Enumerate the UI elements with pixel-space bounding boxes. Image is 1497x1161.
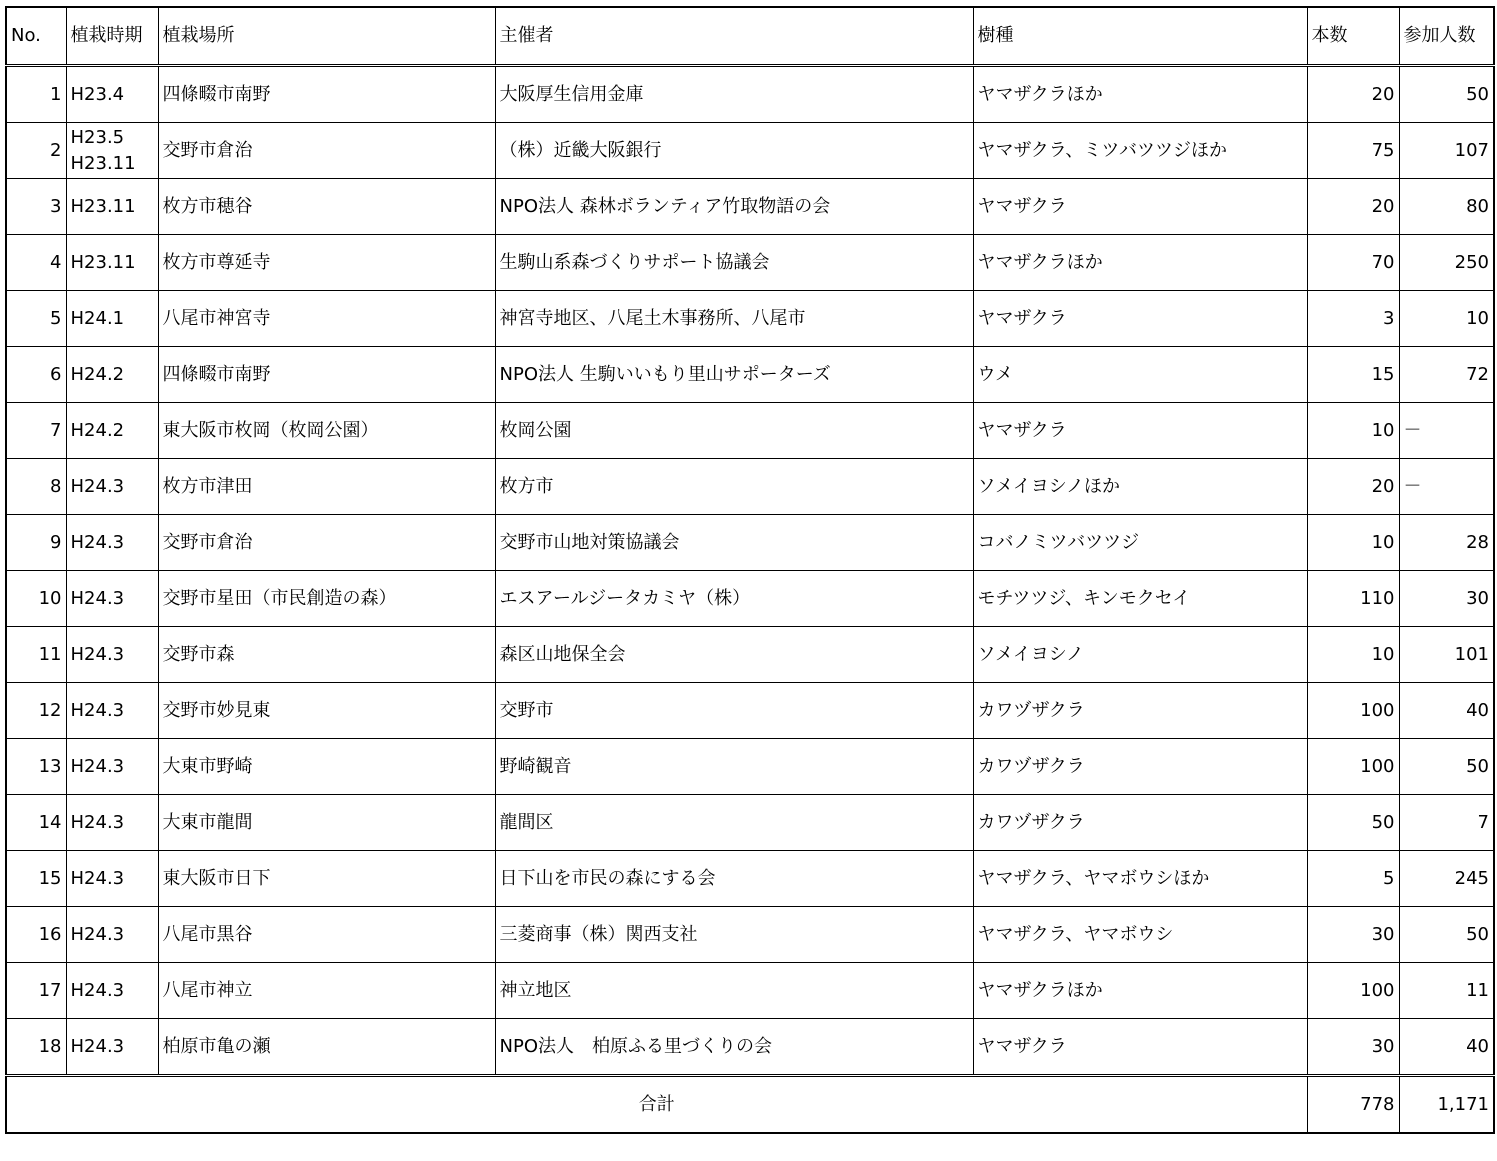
cell-period <box>66 907 158 963</box>
table-row <box>6 739 1494 795</box>
cell-participants: 101 <box>1399 627 1494 683</box>
cell-species: ヤマザクラ <box>973 179 1307 235</box>
table-row <box>6 963 1494 1019</box>
cell-place: 柏原市亀の瀬 <box>158 1019 495 1076</box>
period-line: H24.3 <box>70 867 125 889</box>
cell-participants: 50 <box>1399 739 1494 795</box>
table-row <box>6 179 1494 235</box>
cell-period <box>66 123 158 179</box>
cell-organizer: NPO法人 生駒いいもり里山サポーターズ <box>495 347 973 403</box>
cell-species: ヤマザクラ <box>973 1019 1307 1076</box>
cell-place: 枚方市津田 <box>158 459 495 515</box>
cell-place: 大東市龍間 <box>158 795 495 851</box>
cell-period <box>66 235 158 291</box>
cell-species: コバノミツバツツジ <box>973 515 1307 571</box>
cell-species: カワヅザクラ <box>973 683 1307 739</box>
cell-no: 15 <box>6 851 66 907</box>
cell-place: 交野市星田（市民創造の森） <box>158 571 495 627</box>
cell-count: 70 <box>1307 235 1399 291</box>
cell-organizer: 生駒山系森づくりサポート協議会 <box>495 235 973 291</box>
cell-place: 枚方市穂谷 <box>158 179 495 235</box>
cell-organizer: エスアールジータカミヤ（株） <box>495 571 973 627</box>
cell-organizer: NPO法人 柏原ふる里づくりの会 <box>495 1019 973 1076</box>
cell-place: 交野市倉治 <box>158 123 495 179</box>
planting-table <box>5 6 1495 1134</box>
cell-period <box>66 851 158 907</box>
cell-species: ウメ <box>973 347 1307 403</box>
period-line: H24.3 <box>70 1035 125 1057</box>
cell-no: 18 <box>6 1019 66 1076</box>
cell-participants: 10 <box>1399 291 1494 347</box>
cell-organizer: 枚方市 <box>495 459 973 515</box>
header-place: 植栽場所 <box>158 7 495 66</box>
period-line: H24.3 <box>70 699 125 721</box>
cell-organizer: 交野市山地対策協議会 <box>495 515 973 571</box>
cell-count: 5 <box>1307 851 1399 907</box>
cell-place: 枚方市尊延寺 <box>158 235 495 291</box>
cell-place: 八尾市黒谷 <box>158 907 495 963</box>
cell-period <box>66 347 158 403</box>
table-row <box>6 347 1494 403</box>
table-row <box>6 571 1494 627</box>
cell-no: 1 <box>6 66 66 123</box>
cell-count: 30 <box>1307 1019 1399 1076</box>
cell-no: 16 <box>6 907 66 963</box>
cell-organizer: 交野市 <box>495 683 973 739</box>
cell-period <box>66 683 158 739</box>
cell-period <box>66 627 158 683</box>
cell-participants: － <box>1399 459 1494 515</box>
cell-period <box>66 179 158 235</box>
period-line: H24.1 <box>70 307 125 329</box>
cell-participants: 250 <box>1399 235 1494 291</box>
period-line: H23.5 <box>70 126 125 148</box>
cell-period <box>66 963 158 1019</box>
period-line: H24.3 <box>70 531 125 553</box>
cell-species: ソメイヨシノ <box>973 627 1307 683</box>
cell-period <box>66 795 158 851</box>
header-no: No. <box>6 7 66 66</box>
cell-organizer: 野崎観音 <box>495 739 973 795</box>
cell-species: カワヅザクラ <box>973 795 1307 851</box>
cell-count: 100 <box>1307 683 1399 739</box>
header-count: 本数 <box>1307 7 1399 66</box>
period-line: H24.3 <box>70 587 125 609</box>
cell-place: 四條畷市南野 <box>158 347 495 403</box>
table-row <box>6 683 1494 739</box>
period-line: H24.3 <box>70 923 125 945</box>
cell-count: 10 <box>1307 627 1399 683</box>
cell-organizer: NPO法人 森林ボランティア竹取物語の会 <box>495 179 973 235</box>
cell-species: ヤマザクラほか <box>973 66 1307 123</box>
cell-organizer: 三菱商事（株）関西支社 <box>495 907 973 963</box>
cell-participants: 72 <box>1399 347 1494 403</box>
cell-place: 東大阪市日下 <box>158 851 495 907</box>
header-species: 樹種 <box>973 7 1307 66</box>
table-row <box>6 515 1494 571</box>
header-organizer: 主催者 <box>495 7 973 66</box>
cell-participants: 107 <box>1399 123 1494 179</box>
period-line: H24.2 <box>70 419 125 441</box>
cell-count: 100 <box>1307 963 1399 1019</box>
cell-period <box>66 571 158 627</box>
cell-count: 20 <box>1307 66 1399 123</box>
cell-period <box>66 403 158 459</box>
cell-species: ヤマザクラ、ミツバツツジほか <box>973 123 1307 179</box>
cell-species: ヤマザクラ <box>973 291 1307 347</box>
cell-period <box>66 291 158 347</box>
table-row <box>6 66 1494 123</box>
table-row <box>6 907 1494 963</box>
period-line: H24.2 <box>70 363 125 385</box>
cell-organizer: 日下山を市民の森にする会 <box>495 851 973 907</box>
cell-no: 9 <box>6 515 66 571</box>
cell-species: モチツツジ、キンモクセイ <box>973 571 1307 627</box>
cell-period <box>66 1019 158 1076</box>
cell-no: 13 <box>6 739 66 795</box>
cell-organizer: 龍間区 <box>495 795 973 851</box>
cell-organizer: 枚岡公園 <box>495 403 973 459</box>
period-line: H23.4 <box>70 83 125 105</box>
period-line: H23.11 <box>70 195 136 217</box>
cell-participants: 245 <box>1399 851 1494 907</box>
cell-no: 2 <box>6 123 66 179</box>
cell-no: 14 <box>6 795 66 851</box>
cell-no: 6 <box>6 347 66 403</box>
cell-no: 10 <box>6 571 66 627</box>
cell-species: ヤマザクラ、ヤマボウシほか <box>973 851 1307 907</box>
table-row <box>6 795 1494 851</box>
cell-count: 75 <box>1307 123 1399 179</box>
cell-count: 10 <box>1307 403 1399 459</box>
cell-species: ヤマザクラ <box>973 403 1307 459</box>
total-row <box>6 1076 1494 1134</box>
cell-participants: 50 <box>1399 66 1494 123</box>
period-line: H24.3 <box>70 811 125 833</box>
cell-species: ヤマザクラほか <box>973 963 1307 1019</box>
cell-place: 八尾市神宮寺 <box>158 291 495 347</box>
cell-participants: 11 <box>1399 963 1494 1019</box>
table-row <box>6 291 1494 347</box>
cell-place: 交野市森 <box>158 627 495 683</box>
table-row <box>6 459 1494 515</box>
cell-count: 110 <box>1307 571 1399 627</box>
cell-organizer: 神立地区 <box>495 963 973 1019</box>
cell-place: 東大阪市枚岡（枚岡公園） <box>158 403 495 459</box>
header-period: 植栽時期 <box>66 7 158 66</box>
cell-count: 30 <box>1307 907 1399 963</box>
cell-species: カワヅザクラ <box>973 739 1307 795</box>
cell-count: 15 <box>1307 347 1399 403</box>
total-participants: 1,171 <box>1399 1076 1494 1134</box>
cell-no: 7 <box>6 403 66 459</box>
cell-organizer: 大阪厚生信用金庫 <box>495 66 973 123</box>
cell-organizer: 森区山地保全会 <box>495 627 973 683</box>
cell-species: ヤマザクラほか <box>973 235 1307 291</box>
cell-participants: 40 <box>1399 1019 1494 1076</box>
period-line: H23.11 <box>70 152 136 174</box>
total-label: 合計 <box>6 1076 1307 1134</box>
cell-count: 3 <box>1307 291 1399 347</box>
cell-species: ソメイヨシノほか <box>973 459 1307 515</box>
period-line: H24.3 <box>70 643 125 665</box>
total-count: 778 <box>1307 1076 1399 1134</box>
cell-participants: － <box>1399 403 1494 459</box>
cell-no: 3 <box>6 179 66 235</box>
period-line: H23.11 <box>70 251 136 273</box>
cell-period <box>66 515 158 571</box>
cell-place: 交野市倉治 <box>158 515 495 571</box>
cell-participants: 7 <box>1399 795 1494 851</box>
cell-count: 50 <box>1307 795 1399 851</box>
cell-participants: 28 <box>1399 515 1494 571</box>
table-body <box>6 7 1494 1133</box>
cell-participants: 30 <box>1399 571 1494 627</box>
cell-participants: 40 <box>1399 683 1494 739</box>
cell-species: ヤマザクラ、ヤマボウシ <box>973 907 1307 963</box>
header-row <box>6 7 1494 66</box>
cell-no: 17 <box>6 963 66 1019</box>
cell-no: 12 <box>6 683 66 739</box>
header-participants: 参加人数 <box>1399 7 1494 66</box>
cell-period <box>66 739 158 795</box>
cell-count: 20 <box>1307 459 1399 515</box>
table-row <box>6 123 1494 179</box>
cell-no: 4 <box>6 235 66 291</box>
cell-participants: 80 <box>1399 179 1494 235</box>
cell-period <box>66 459 158 515</box>
cell-place: 交野市妙見東 <box>158 683 495 739</box>
cell-no: 11 <box>6 627 66 683</box>
table-row <box>6 403 1494 459</box>
cell-no: 8 <box>6 459 66 515</box>
table-row <box>6 1019 1494 1076</box>
period-line: H24.3 <box>70 475 125 497</box>
table-row <box>6 627 1494 683</box>
period-line: H24.3 <box>70 979 125 1001</box>
cell-count: 100 <box>1307 739 1399 795</box>
table-row <box>6 851 1494 907</box>
cell-place: 大東市野崎 <box>158 739 495 795</box>
cell-count: 10 <box>1307 515 1399 571</box>
period-line: H24.3 <box>70 755 125 777</box>
cell-period <box>66 66 158 123</box>
cell-organizer: 神宮寺地区、八尾土木事務所、八尾市 <box>495 291 973 347</box>
table-row <box>6 235 1494 291</box>
cell-organizer: （株）近畿大阪銀行 <box>495 123 973 179</box>
cell-count: 20 <box>1307 179 1399 235</box>
cell-participants: 50 <box>1399 907 1494 963</box>
cell-place: 八尾市神立 <box>158 963 495 1019</box>
cell-place: 四條畷市南野 <box>158 66 495 123</box>
cell-no: 5 <box>6 291 66 347</box>
